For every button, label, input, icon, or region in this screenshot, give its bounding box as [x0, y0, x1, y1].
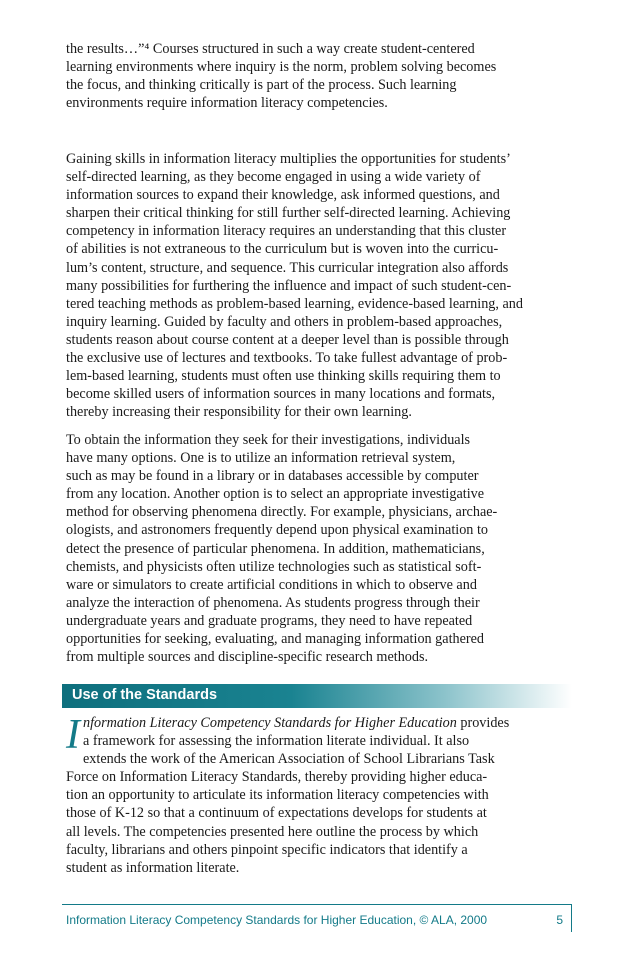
drop-cap: I	[66, 712, 80, 758]
page-footer	[62, 904, 572, 932]
paragraph-gaining-skills: Gaining skills in information literacy multiplies the opportunities for students’ self-directed learning, as they become engaged in using a wide variety of information sources to expand their knowledge, ask informed questions, and sharpen their critical thinking for still further self-directed learning. Achieving competency in information literacy requires an understanding that this cluster of abilities is not extraneous to the curriculum but is woven into the curricu- lum’s content, structure, and sequence. This curricular integration also affords many possibilities for furthering the influence and impact of such student-cen- tered teaching methods as problem-based learning, evidence-based learning, and inquiry learning. Guided by faculty and others in problem-based approaches, students reason about course content at a deeper level than is possible through the exclusive use of lectures and textbooks. To take fullest advantage of prob- lem-based learning, students must often use thinking skills requiring them to become skilled users of information sources in many locations and formats, thereby increasing their responsibility for their own learning.	[66, 151, 523, 421]
paragraph-use-of-standards	[66, 714, 576, 877]
section-heading: Use of the Standards	[72, 687, 218, 703]
section-heading-banner	[62, 684, 572, 708]
footer-citation: Information Literacy Competency Standards for Higher Education, © ALA, 2000	[66, 913, 488, 927]
paragraph-rest: extends the work of the American Association of School Librarians Task Force on Information Literacy Standards, thereby providing higher educa- tion an opportunity to articulate its information literacy competencies with those of K-12 so that a continuum of expectations develops for students at all levels. The competencies presented here outline the process by which faculty, librarians and others pinpoint specific indicators that identify a student as information literate.	[66, 751, 495, 876]
standards-title: nformation Literacy Competency Standards for Higher Education	[83, 715, 457, 731]
second-line: a framework for assessing the information literate individual. It also	[83, 733, 470, 750]
page-number: 5	[556, 913, 563, 927]
first-line-rest: provides	[456, 715, 510, 731]
paragraph-results: the results…”⁴ Courses structured in such a way create student-centered learning environments where inquiry is the norm, problem solving becomes the focus, and thinking critically is part of the process. Such learning environments require information literacy competencies.	[66, 41, 497, 112]
paragraph-obtain-information: To obtain the information they seek for their investigations, individuals have many options. One is to utilize an information retrieval system, such as may be found in a library or in databases accessible by computer from any location. Another option is to select an appropriate investigative method for observing phenomena directly. For example, physicians, archae- ologists, and astronomers frequently depend upon physical examination to detect the presence of particular phenomena. In addition, mathematicians, chemists, and physicists often utilize technologies such as statistical soft- ware or simulators to create artificial conditions in which to observe and analyze the interaction of phenomena. As students progress through their undergraduate years and graduate programs, they need to have repeated opportunities for seeking, evaluating, and managing information gathered from multiple sources and discipline-specific research methods.	[66, 432, 498, 666]
